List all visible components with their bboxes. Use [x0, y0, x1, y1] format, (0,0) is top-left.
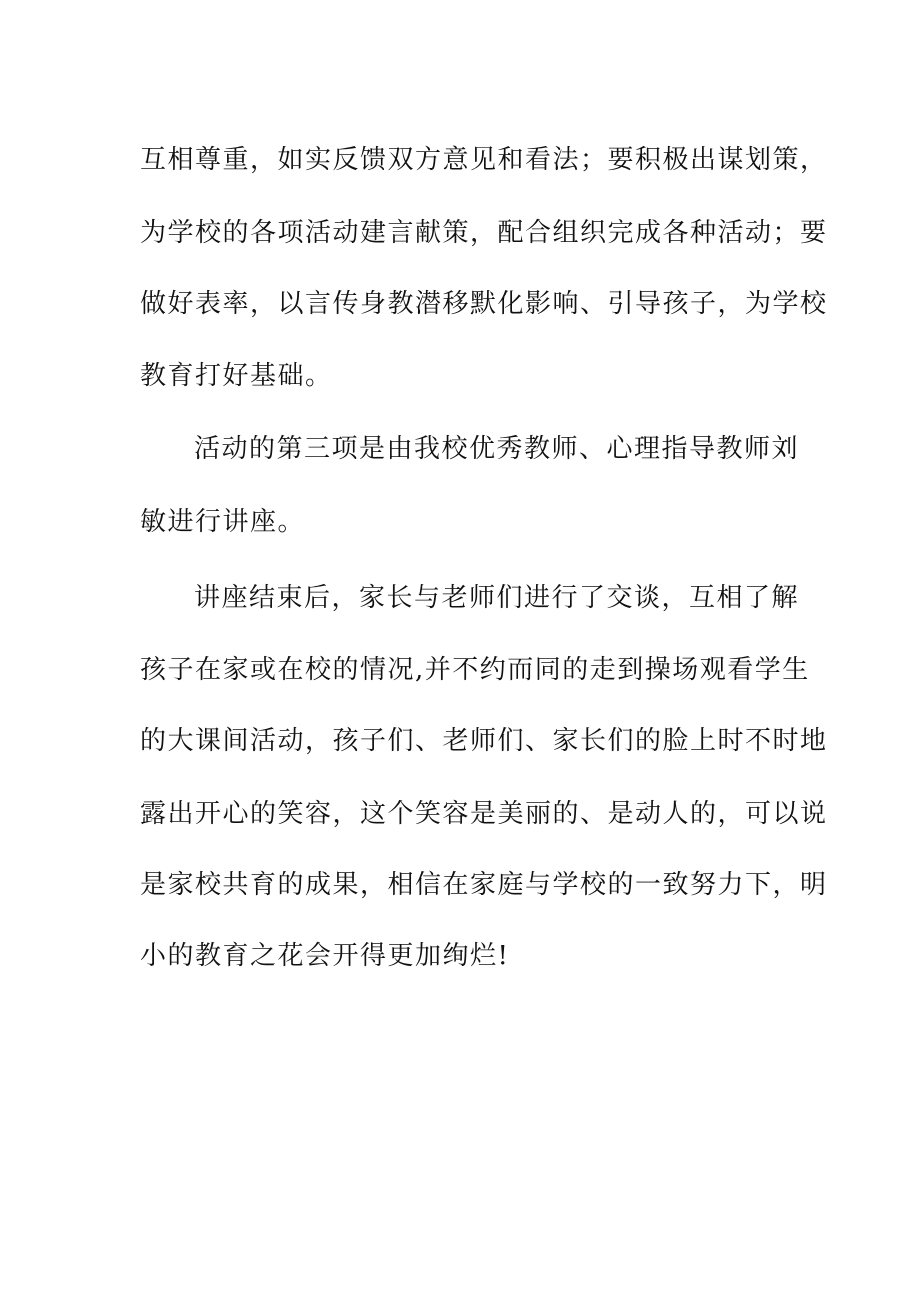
- text-line: 小的教育之花会开得更加绚烂!: [140, 941, 510, 971]
- text-line: 露出开心的笑容，这个笑容是美丽的、是动人的，可以说: [140, 799, 828, 829]
- text-line: 教育打好基础。: [140, 361, 333, 391]
- text-line: 为学校的各项活动建言献策，配合组织完成各种活动；要: [140, 218, 828, 248]
- text-line: 是家校共育的成果，相信在家庭与学校的一致努力下，明: [140, 870, 828, 900]
- text-line: 活动的第三项是由我校优秀教师、心理指导教师刘: [194, 434, 800, 464]
- text-line: 的大课间活动，孩子们、老师们、家长们的脸上时不时地: [140, 726, 828, 756]
- text-line: 讲座结束后，家长与老师们进行了交谈，互相了解: [194, 583, 800, 613]
- text-line: 敏进行讲座。: [140, 507, 306, 537]
- text-line: 做好表率，以言传身教潜移默化影响、引导孩子，为学校: [140, 289, 828, 319]
- text-line: 互相尊重，如实反馈双方意见和看法；要积极出谋划策，: [140, 145, 828, 175]
- text-line: 孩子在家或在校的情况,并不约而同的走到操场观看学生: [140, 655, 810, 685]
